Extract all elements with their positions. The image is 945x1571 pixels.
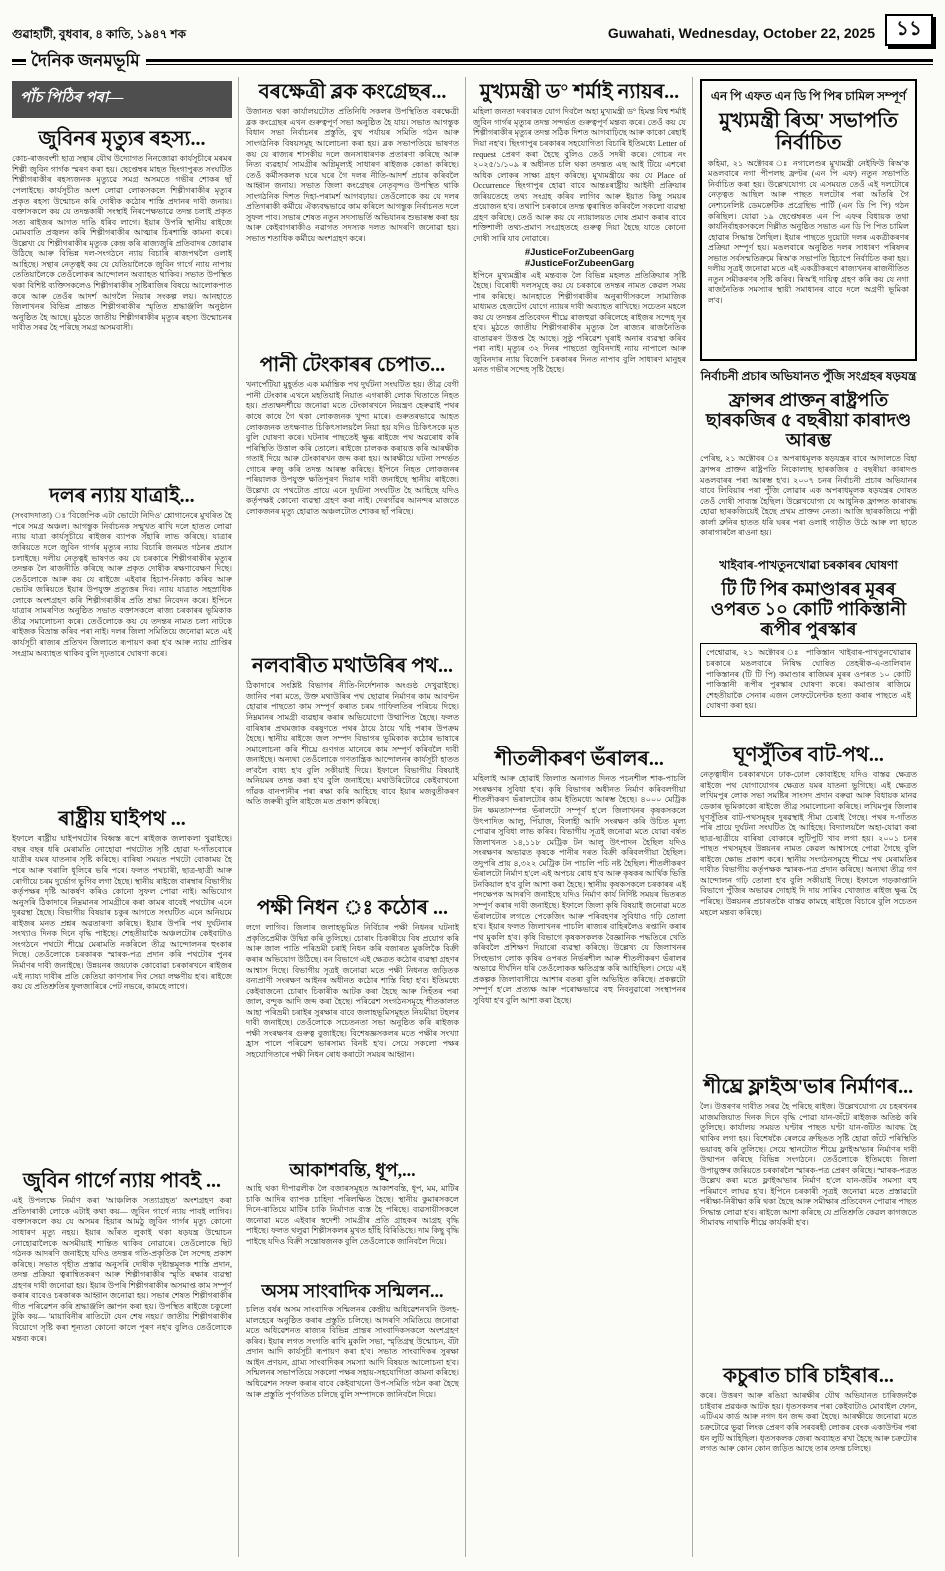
masthead-title: দৈনিক জনমভূমি	[31, 51, 140, 70]
article-party-nyay-yatra	[12, 483, 232, 801]
article-body: ঠিকাদাৰে সংশ্লিষ্ট বিভাগৰ নীতি-নিৰ্দেশনাক অংগুষ্ঠ দেখুৱাইছে। জানিব পৰা মতে, উক্ত মথাউৰিৰ পথ ছোৱাৰ নিৰ্মাণৰ কাম আবণ্টন হোৱাৰ পাছতো কাম সম্পূৰ্ণ কৰাত চৰম গাফিলতিৰ পৰিচয় দিছে। নিম্নমানৰ সামগ্ৰী ব্যৱহাৰ কৰাৰ অভিযোগো উত্থাপিত হৈছে। ফলত বাৰিষাৰ প্ৰথমজাক বৰষুণতে পথৰ ঠায়ে ঠায়ে খহি পৰাৰ উপক্ৰম হৈছে। স্থানীয় ৰাইজে জল সম্পদ বিভাগৰ ভূমিকাক কঠোৰ ভাষাৰে সমালোচনা কৰি শীঘ্ৰে গুণগত মানেৰে কাম সম্পূৰ্ণ কৰিবলৈ দাবী জনাইছে। অন্যথা তেওঁলোকে গণতান্ত্ৰিক আন্দোলনৰ কাৰ্যসূচী হাতত ল'বলৈ বাধ্য হ'ব বুলি সকীয়াই দিয়ে। ইফালে বিভাগীয় বিষয়াই অনিয়মৰ তদন্ত কৰা হ'ব বুলি জনাইছে। মথাউৰিটোৱে কেইবাখনো গাঁৱক বানপানীৰ পৰা ৰক্ষা কৰি আহিছে বাবে ইয়াৰ মজবুতীকৰণ অতি জৰুৰী বুলি ৰাইজে মত প্ৰকাশ কৰিছে।	[246, 681, 459, 807]
headline: পক্ষী নিধন ঃ কঠোৰ ...	[256, 897, 448, 919]
article-body: ইফালে ৰাষ্ট্ৰীয় ঘাইপথটোৰ বিধ্বস্ত ৰূপে ৰাইজক জলাকলা খুৱাইছে। বছৰ বছৰ ধৰি মেৰামতি নোহোৱা পথটোত সৃষ্টি হোৱা দ-গাঁতবোৰে যাত্ৰীৰ যমৰ যাতনাৰ সৃষ্টি কৰিছে। বাৰিষা সময়ত পথটো বোকাময় হৈ পৰে আৰু খৰালি ধূলিৰে ভৰি পৰে। ফলত পথচাৰী, ছাত্ৰ-ছাত্ৰী আৰু ৰোগীয়ে চৰম দুৰ্ভোগ ভুগিব লগা হৈছে। স্থানীয় ৰাইজে বাৰম্বাৰ বিভাগীয় কৰ্তৃপক্ষৰ দৃষ্টি আকৰ্ষণ কৰিও কোনো সুফল পোৱা নাই। অভিযোগ অনুসৰি ঠিকাদাৰে নিম্নমানৰ সামগ্ৰীৰে কৰা কামৰ বাবেই পথটোৰ এনে দুৰৱস্থা হৈছে। বিভাগীয় বিষয়াৰ চকুৰ আগতে সংঘটিত এনে অনিয়মে ৰাইজৰ মনত প্ৰশ্নৰ অৱতাৰণা কৰিছে। ইয়াৰ উপৰি পথ দুৰ্ঘটনাৰ সংখ্যাও দিনক দিনে বৃদ্ধি পাইছে। শেহতীয়াকৈ অঞ্চলটোৰ কেইবাটাও সংগঠনে পথটো শীঘ্ৰে মেৰামতি নকৰিলে তীব্ৰ আন্দোলনৰ হুংকাৰ দিছে। তেওঁলোকে চৰকাৰক স্মাৰক-পত্ৰ প্ৰদান কৰি পথটোৰ পুনৰ নিৰ্মাণৰ দাবী জনাইছে। উন্নয়নৰ জয়ঢাক কোবোৱা চৰকাৰখনে ৰাইজৰ এই ন্যায্য দাবীৰ প্ৰতি কেতিয়া কাণসাৰ দিব সেয়া লক্ষণীয় হ'ব। ৰাইজে কয় যে প্ৰতিশ্ৰুতিৰ ফুলজাৰিৰে পেট নভৰে, কামহে লাগে।	[12, 834, 232, 992]
headline: দলৰ ন্যায় যাত্ৰাই...	[49, 485, 195, 507]
article-body-continued: ইপিনে মুখ্যমন্ত্ৰীৰ এই মন্তব্যক লৈ বিভিন্ন মহলত প্ৰতিক্ৰিয়াৰ সৃষ্টি হৈছে। বিৰোধী দলসমূহে কয় যে চৰকাৰে তদন্তৰ নামত কেৱল সময় পাৰ কৰিছে। আনহাতে শিল্পীগৰাকীৰ অনুৰাগীসকলে সামাজিক মাধ্যমত হেজটেগ যোগে ন্যায়ৰ দাবী অব্যাহত ৰাখিছে। সচেতন মহলে কয় যে তদন্তৰ প্ৰতিবেদন শীঘ্ৰে ৰাজহুৱা কৰিলেহে ৰাইজৰ সন্দেহ দূৰ হ'ব। মুঠতে জাতীয় শিল্পীগৰাকীৰ মৃত্যুক লৈ ৰাজ্যৰ ৰাজনৈতিক বাতাৱৰণ উত্তপ্ত হৈ আছে। সুষ্ঠু পৰিৱেশ ঘূৰাই অনাৰ ব্যৱস্থা কৰিব পৰা নাই। মৃত্যুৰ ৩২ দিনৰ পাছতো জুবিনদাই ন্যায় নাপালে আৰু জুবিনদাৰ ন্যায় বিজেপি চৰকাৰৰ দিনত নাপাব বুলি সাধাৰণ মানুহৰ মনত গভীৰ সন্দেহ সৃষ্টি হৈছে।	[473, 270, 686, 375]
column-3	[465, 77, 692, 1557]
article-body: লৈ। উত্তৰণৰ দাবীত সৰৱ হৈ পৰিছে ৰাইজ। উল্লেখযোগ্য যে চহৰখনৰ মাজমজিয়াত দিনক দিনে বৃদ্ধি পোৱা যান-জঁটে ৰাইজক অতিষ্ঠ কৰি তুলিছে। কাৰ্যালয় সময়ত ঘণ্টাৰ পাছত ঘণ্টা যান-জঁটত আবদ্ধ হৈ থাকিব লগা হয়। বিশেষকৈ ৰেলৱে ক্ৰছিঙত সৃষ্টি হোৱা জঁটে পৰিস্থিতি ভয়াবহ কৰি তুলিছে। সেয়ে স্থানটোত শীঘ্ৰে ফ্লাইঅ'ভাৰ নিৰ্মাণৰ দাবী উত্থাপন কৰিছে বিভিন্ন সংগঠনে। তেওঁলোকে ইতিমধ্যে জিলা উপায়ুক্তৰ জৰিয়তে চৰকাৰলৈ স্মাৰক-পত্ৰ প্ৰেৰণ কৰিছে। স্মাৰক-পত্ৰত উল্লেখ কৰা মতে ফ্লাইঅ'ভাৰ নিৰ্মাণ হ'লে যান-জঁটৰ সমস্যা বহু পৰিমাণে লাঘৱ হ'ব। ইপিনে চৰকাৰী সূত্ৰই জনোৱা মতে প্ৰস্তাৱটো পৰীক্ষা-নিৰীক্ষা কৰি থকা হৈছে আৰু সমীক্ষাৰ প্ৰতিবেদন পোৱাৰ পাছত সিদ্ধান্ত লোৱা হ'ব। ৰাইজে আশা কৰিছে যে প্ৰতিশ্ৰুতি কেৱল কাগজতে সীমাবদ্ধ নাথাকি শীঘ্ৰে কাৰ্যকৰী হ'ব।	[700, 1102, 917, 1228]
kicker: এন পি এফত এন ডি পি পিৰ চামিল সম্পূৰ্ণ	[710, 89, 907, 103]
article-zubin-justice	[12, 1168, 232, 1490]
headline: আকাশবন্তি, ধূপ,...	[289, 1160, 416, 1180]
headline: ৰাষ্ট্ৰীয় ঘাইপথ ...	[58, 808, 186, 830]
headline: পানী টেংকাৰৰ চেপাত...	[259, 354, 446, 376]
article-nalbari-embankment	[246, 653, 459, 890]
column-1	[12, 77, 238, 1557]
page-header	[12, 8, 933, 48]
headline: শীতলীকৰণ ভঁৰালৰ...	[495, 748, 664, 770]
column-4	[692, 77, 923, 1557]
article-water-tanker	[246, 352, 459, 648]
article-body: নেতৃত্বাধীন চৰকাৰখনে ঢাক-ঢোল কোবাইছে যদিও বাস্তৱ ক্ষেত্ৰত ৰাইজে পথ যোগাযোগৰ ক্ষেত্ৰত যমৰ যাতনা ভুগিছে। এই ক্ষেত্ৰত লখিমপুৰ লোক সভা সমষ্টিৰ সাংসদ প্ৰদান বৰুৱা আৰু বিধায়ক মানৱ ডেকাৰ ভূমিকাকো ৰাইজে তীব্ৰ সমালোচনা কৰিছে। লখিমপুৰ জিলাৰ ঘূণসুঁতিৰ বাট-পথসমূহৰ দুৰৱস্থাই সীমা চেৰাই গৈছে। পথৰ দ-গাঁতত পৰি প্ৰায়ে দুৰ্ঘটনা সংঘটিত হৈ আহিছে। বিদ্যালয়লৈ অহা-যোৱা কৰা ছাত্ৰ-ছাত্ৰীয়ে বাৰিষা বোকাৰে লুটিপুটি খাব লগা হয়। ২০০১ চনৰ পাছত পথসমূহৰ উন্নয়নৰ নামত কেৱল আশ্বাসহে পোৱা গৈছে বুলি ৰাইজে ক্ষোভ প্ৰকাশ কৰে। স্থানীয় সংগঠনসমূহে শীঘ্ৰে পথ মেৰামতিৰ দাবীত বিভাগীয় কৰ্তৃপক্ষক স্মাৰক-পত্ৰ প্ৰদান কৰিছে। অন্যথা তীব্ৰ গণ আন্দোলন গঢ়ি তোলা হ'ব বুলি সকীয়াই দিছে। ইফালে গড়কাপ্তানি বিভাগে পুঁজিৰ অভাৱৰ দোহাই দি দায় সাৰিব খোজাত ৰাইজ ক্ষুব্ধ হৈ পৰিছে। উন্নয়নৰ প্ৰচাৰতকৈ বাস্তৱ কামহে ৰাইজে বিচাৰে বুলি সচেতন মহলে মন্তব্য কৰিছে।	[700, 770, 917, 917]
masthead-rule-right	[146, 59, 933, 65]
headline: মুখ্যমন্ত্ৰী ড° শৰ্মাই ন্যায়ৰ...	[479, 81, 680, 103]
article-body: কৰে। উত্তৰণ আৰু ৰঙিয়া আৰক্ষীৰ যৌথ অভিযানত চাৰিজনকৈ চাইবাৰ প্ৰৱঞ্চক আটক হয়। ধৃতসকলৰ পৰা কেইবাটাও মোবাইল ফোন, এটিএম কাৰ্ড আৰু নগদ ধন জব্দ কৰা হৈছে। আৰক্ষীয়ে জনোৱা মতে চক্ৰটোৱে ভুৱা লিংক প্ৰেৰণ কৰি সৰবৰহী লোকৰ বেংক একাউণ্টৰ পৰা ধন লুটি আহিছিল। ধৃতসকলক জেৰা অব্যাহত ৰখা হৈছে আৰু চক্ৰটোৰ লগত আৰু কোন কোন জড়িত আছে তাৰ তদন্ত চলিছে।	[700, 1391, 917, 1454]
headline: ঘূণসুঁতিৰ বাট-পথ...	[733, 744, 884, 766]
headline: কচুৰাত চাৰি চাইৰাৰ...	[723, 1365, 894, 1387]
kicker: খাইবাৰ-পাখতুনখোৱা চৰকাৰৰ ঘোষণা	[719, 558, 898, 572]
article-body: খনাৰ্পেটিয়া মুহূৰ্তত এক মৰ্মান্তিক পথ দুৰ্ঘটনা সংঘটিত হয়। তীব্ৰ বেগী পানী টেংকাৰ এখনে মহতিয়াই নিয়াত এগৰাকী লোক থিতাতে নিহত হয়। প্ৰত্যক্ষদৰ্শীয়ে জনোৱা মতে টেংকাৰখনে নিয়ন্ত্ৰণ হেৰুৱাই পথৰ কাষে কাষে গৈ থকা লোকজনক খুন্দা মাৰে। গুৰুতৰভাৱে আহত লোকজনক তৎক্ষণাত চিকিৎসালয়লৈ নিয়া হয় যদিও চিকিৎসকে মৃত বুলি ঘোষণা কৰে। ঘটনাৰ পাছতেই ক্ষুব্ধ ৰাইজে পথ অৱৰোধ কৰি পৰিস্থিতি উত্তাল কৰি তোলে। ৰাইজে চালকক কৰায়ত্ত কৰি আৰক্ষীক গতাই দিয়ে আৰু টেংকাৰখন জব্দ কৰা হয়। আৰক্ষীয়ে ঘটনা সন্দৰ্ভত গোচৰ ৰুজু কৰি তদন্ত আৰম্ভ কৰিছে। ইপিনে নিহত লোকজনৰ পৰিয়ালক উপযুক্ত ক্ষতিপূৰণ দিয়াৰ দাবী জনাইছে স্থানীয় ৰাইজে। উল্লেখ্য যে পথটোত প্ৰায়ে এনে দুৰ্ঘটনা সংঘটিত হৈ আহিছে যদিও কৰ্তৃপক্ষই কোনো ব্যৱস্থা গ্ৰহণ কৰা নাই। দেৰগাঁৱৰ আনন্দৰ মাজতে লোকজনৰ মৃত্যু হোৱাত অঞ্চলটোত শোকৰ ছাঁ পৰিছে।	[246, 380, 459, 516]
article-body: এই উপলক্ষে নিৰ্মাণ কৰা 'আঞ্চলিক সত্যাগ্ৰহত' অংশগ্ৰহণ কৰা প্ৰতিগৰাকী লোকে এটাই কথা কয়— জুবিন গাৰ্গে ন্যায় পাবই লাগিব। বক্তাসকলে কয় যে অসমৰ হিয়াৰ আমঠু জুবিন গাৰ্গৰ মৃত্যু কোনো সাধাৰণ মৃত্যু নহয়। ইয়াৰ আঁৰত লুকাই থকা ষড়যন্ত্ৰ উন্মোচন নোহোৱালৈকে অসমীয়াই শান্তিত থাকিব নোৱাৰে। তেওঁলোকে ছিট গঠনক আদৰণি জনাইছে যদিও তদন্তৰ গতি-প্ৰকৃতিক লৈ সন্দেহ প্ৰকাশ কৰিছে। সভাত গৃহীত প্ৰস্তাৱ অনুসৰি দোষীক দৃষ্টান্তমূলক শাস্তি প্ৰদান, তদন্ত প্ৰক্ৰিয়া ত্বৰান্বিতকৰণ আৰু শিল্পীগৰাকীৰ স্মৃতি ৰক্ষাৰ ব্যৱস্থা গ্ৰহণৰ দাবী জনোৱা হয়। ইয়াৰ উপৰি শিল্পীগৰাকীৰ অসমাপ্ত কাম সম্পূৰ্ণ কৰাৰ বাবেও চৰকাৰক আহ্বান জনোৱা হয়। সভাৰ শেষত শিল্পীগৰাকীৰ গীত পৰিৱেশন কৰি শ্ৰদ্ধাঞ্জলি জ্ঞাপন কৰা হয়। উপস্থিত ৰাইজে চকুলো টুকি কয়— 'মায়াবিনীৰ ৰাতিটো যেন শেষ নহয়।' জাতীয় শিল্পীগৰাকীৰ বিয়োগে সৃষ্টি কৰা শূন্যতা কোনো কালে পূৰণ নহ'ব বুলিও তেওঁলোকে মন্তব্য কৰে।	[12, 1196, 232, 1343]
article-body: (সংবাদদাতা) ঃ 'বিজেপিক এটা ভোটো নিদিও' শ্লোগানেৰে মুখৰিত হৈ পৰে সমগ্ৰ অঞ্চল। আগন্তুক নিৰ্বাচনক সন্মুখত ৰাখি দলে হাতত লোৱা ন্যায় যাত্ৰা কাৰ্যসূচীয়ে ৰাইজৰ ব্যাপক সঁহাৰি লাভ কৰিছে। যাত্ৰাৰ জৰিয়তে দলে জুবিন গাৰ্গৰ মৃত্যুৰ ন্যায় বিচাৰি জনমত গঠনৰ প্ৰয়াস চলাইছে। দলীয় নেতৃত্বই ভাষণত কয় যে চৰকাৰে শিল্পীগৰাকীৰ মৃত্যুৰ তদন্তক লৈ ৰাজনীতি কৰিছে আৰু প্ৰকৃত দোষীক ৰক্ষণাবেক্ষণ দিছে। তেওঁলোকে আৰু কয় যে ৰাইজে এইবাৰ হিচাপ-নিকাচ কৰিব আৰু ভোটৰ জৰিয়তে ইয়াৰ উপযুক্ত প্ৰত্যুত্তৰ দিব। ন্যায় যাত্ৰাত সহস্ৰাধিক লোকে অংশগ্ৰহণ কৰি শিল্পীগৰাকীৰ প্ৰতি শ্ৰদ্ধা নিবেদন কৰে। ইপিনে যাত্ৰাৰ সামৰণিত অনুষ্ঠিত সভাত বক্তাসকলে ৰাজ্য চৰকাৰৰ ভূমিকাক তীব্ৰ সমালোচনা কৰে। তেওঁলোকে কয় যে তদন্তৰ নামত চলা নাটকে ৰাইজক বিভ্ৰান্ত কৰিব পৰা নাই। দলৰ জিলা সমিতিয়ে জনোৱা মতে এই কাৰ্যসূচী ৰাজ্যৰ প্ৰতিখন জিলাতে ৰূপায়ণ কৰা হ'ব আৰু ন্যায় প্ৰাপ্তিৰ সংগ্ৰাম অব্যাহত থাকিব বুলি দৃঢ়তাৰে ঘোষণা কৰে।	[12, 511, 232, 658]
article-body: আহি থকা দীপাৱলীক লৈ বজাৰসমূহত আকাশবন্তি, ধূপ, মম, মাটিৰ চাকি আদিৰ ব্যাপক চাহিদা পৰিলক্ষিত হৈছে। স্থানীয় কুমাৰসকলে দিনে-ৰাতিয়ে মাটিৰ চাকি নিৰ্মাণত ব্যস্ত হৈ পৰিছে। ব্যৱসায়ীসকলে জনোৱা মতে এইবাৰ স্বদেশী সামগ্ৰীৰ প্ৰতি গ্ৰাহকৰ আগ্ৰহ বৃদ্ধি পাইছে। ফলত থলুৱা শিল্পীসকলৰ মুখত হাঁহি বিৰিঙিছে। দাম কিছু বৃদ্ধি পাইছে যদিও বিক্ৰী সন্তোষজনক বুলি তেওঁলোকে জানিবলৈ দিয়ে।	[246, 1184, 459, 1246]
headline: ফ্ৰান্সৰ প্ৰাক্তন ৰাষ্ট্ৰপতি ছাৰকজিৰ ৫ বছৰীয়া কাৰাদণ্ড আৰম্ভ	[705, 390, 912, 451]
article-ghunsuti-roads	[700, 742, 917, 1069]
article-body: পেশ্বোৱাৰ, ২১ অক্টোবৰ ঃ পাকিস্তান খাইবাৰ-পাখতুনখোৱাৰ চৰকাৰে মঙলবাৰে নিষিদ্ধ ঘোষিত তেহৰীক-এ-তালিবান পাকিস্তানৰ (টি টি পি) কমাণ্ডাৰ ৰাজিমৰ মূৰৰ ওপৰত ১০ কোটি পাকিস্তানী ৰূপীৰ পুৰস্কাৰ ঘোষণা কৰে। কমাণ্ডাৰ ৰাজিমে শেহতীয়াকৈ সেনাৰ এজন লেফটেনেণ্টক হত্যা কৰাৰ পাছতে এই ঘোষণা কৰা হয়।	[700, 643, 917, 716]
headline: শীঘ্ৰে ফ্লাইঅ'ভাৰ নিৰ্মাণৰ...	[703, 1076, 914, 1098]
article-flyover-demand	[700, 1074, 917, 1358]
article-body: চলিত বৰ্ষৰ অসম সাংবাদিক সন্মিলনৰ কেন্দ্ৰীয় অধিৱেশনখনি উলহ-মালহেৰে অনুষ্ঠিত কৰাৰ প্ৰস্তুতি চলিছে। আদৰণি সমিতিয়ে জনোৱা মতে অধিৱেশনত ৰাজ্যৰ বিভিন্ন প্ৰান্তৰ সাংবাদিকসকলে অংশগ্ৰহণ কৰিব। ইয়াৰ লগত সংগতি ৰাখি মুকলি সভা, স্মৃতিগ্ৰন্থ উন্মোচন, বঁটা প্ৰদান আদি কাৰ্যসূচী ৰূপায়ণ কৰা হ'ব। সভাত সাংবাদিকৰ সুৰক্ষা আইন প্ৰণয়ন, গ্ৰাম্য সাংবাদিকৰ সমস্যা আদি বিষয়ত আলোচনা হ'ব। সন্মিলনৰ সভাপতিয়ে সকলো পক্ষৰ সহায়-সহযোগিতা কামনা কৰিছে। অধিৱেশন সফল কৰাৰ বাবে কেইবাখনো উপ-সমিতি গঠন কৰা হৈছে আৰু প্ৰস্তুতি পূৰ্ণগতিত চলিছে বুলি সম্পাদকে জানিবলৈ দিয়ে।	[246, 1305, 459, 1399]
section-banner: পাঁচ পিঠিৰ পৰা—	[12, 81, 232, 118]
headline: অসম সাংবাদিক সন্মিলন...	[261, 1281, 444, 1301]
article-barkhetri-congress	[246, 79, 459, 347]
article-bird-killing	[246, 895, 459, 1153]
headline: নলবাৰীত মথাউৰিৰ পথ...	[252, 655, 453, 677]
kicker: নিৰ্বাচনী প্ৰচাৰ অভিযানত পুঁজি সংগ্ৰহৰ ষড়যন্ত্ৰ	[700, 369, 917, 383]
article-cyber-arrests	[700, 1363, 917, 1511]
article-body: মহিলাই আৰু হোৱাই জিলাত অনাগত দিনত পচনশীল শাক-পাচলি সংৰক্ষণৰ সুবিধা হ'ব। কৃষি বিভাগৰ অধীনত নিৰ্মাণ কৰিবলগীয়া শীতলীকৰণ ভঁৰালটোৰ কাম ইতিমধ্যে আৰম্ভ হৈছে। ৪০০০ মেট্ৰিক টন ক্ষমতাসম্পন্ন ভঁৰালটো সম্পূৰ্ণ হ'লে জিলাখনৰ কৃষকসকলে উৎপাদিত আলু, পিঁয়াজ, বিলাহী আদি সংৰক্ষণ কৰি উচিত মূল্য পোৱাৰ সুবিধা লাভ কৰিব। বিভাগীয় সূত্ৰই জনোৱা মতে যোৱা বৰ্ষত জিলাখনত ১৪,১১৮ মেট্ৰিক টন আলু উৎপাদন হৈছিল যদিও সংৰক্ষণৰ অভাৱত কৃষকে পানীৰ দৰত বিক্ৰী কৰিবলগীয়া হৈছিল। তদুপৰি প্ৰায় ৪,৩২২ মেট্ৰিক টন পাচলি পচি নষ্ট হৈছিল। শীতলীকৰণ ভঁৰালটো নিৰ্মাণ হ'লে এই অপচয় ৰোধ হ'ব আৰু কৃষকৰ আৰ্থিক ভিত্তি টনকিয়াল হ'ব বুলি আশা কৰা হৈছে। স্থানীয় কৃষকসকলে চৰকাৰৰ এই পদক্ষেপক আদৰণি জনাইছে যদিও নিৰ্মাণ কাৰ্য নিৰ্দিষ্ট সময়ৰ ভিতৰত সম্পূৰ্ণ কৰাৰ দাবী জনাইছে। ইফালে জিলা কৃষি বিষয়াই জনোৱা মতে ভঁৰালটোৰ লগতে পেকেজিং আৰু পৰিবহণৰ সুবিধাও গঢ়ি তোলা হ'ব। ইয়াৰ ফলত জিলাখনৰ পাচলি ৰাজ্যৰ বাহিৰলৈও ৰপ্তানি কৰাৰ পথ মুকলি হ'ব। কৃষি বিভাগে কৃষকসকলক বৈজ্ঞানিক পদ্ধতিৰে খেতি কৰিবলৈ প্ৰশিক্ষণ দিয়াৰো ব্যৱস্থা কৰিছে। উল্লেখ্য যে জিলাখনৰ সিংহভাগ লোক কৃষিৰ ওপৰত নিৰ্ভৰশীল আৰু শীতলীকৰণ ভঁৰালৰ অভাৱে দীৰ্ঘদিন ধৰি তেওঁলোকক ক্ষতিগ্ৰস্ত কৰি আহিছিল। সেয়ে এই প্ৰকল্পক জিলাবাসীয়ে আশাৰ বতৰা বুলি অভিহিত কৰিছে। প্ৰকল্পটো সম্পূৰ্ণ হ'লে প্ৰত্যক্ষ আৰু পৰোক্ষভাৱে বহু নিবনুৱাৰো সংস্থাপনৰ সুবিধা হ'ব বুলি আশা কৰা হৈছে।	[473, 774, 686, 1005]
dateline-assamese: গুৱাহাটী, বুধবাৰ, ৪ কাতি, ১৯৪৭ শক	[12, 27, 186, 41]
headline: মুখ্যমন্ত্ৰী ৰিঅ' সভাপতি নিৰ্বাচিত	[719, 110, 898, 155]
article-diwali-items	[246, 1158, 459, 1274]
dateline-english: Guwahati, Wednesday, October 22, 2025	[607, 25, 876, 41]
article-body: মহিলা জনতা দৰবাৰত যোগ দিবলৈ অহা মুখ্যমন্ত্ৰী ড° হিমন্ত বিশ্ব শৰ্মাই জুবিন গাৰ্গৰ মৃত্যুৰ তদন্ত সন্দৰ্ভত গুৰুত্বপূৰ্ণ মন্তব্য কৰে। তেওঁ কয় যে শিল্পীগৰাকীৰ মৃত্যুৰ তদন্ত সঠিক দিশত আগবাঢ়িছে আৰু কাকো ৰেহাই দিয়া নহ'ব। ছিংগাপুৰ চৰকাৰৰ সহযোগিতা বিচাৰি ইতিমধ্যে Letter of request প্ৰেৰণ কৰা হৈছে বুলিও তেওঁ সদৰী কৰে। গোচৰ নং ২০২৫/১/১০৯ ৰ অধীনত চলি থকা তদন্তত এছ আই টিয়ে এশৰো অধিক লোকৰ সাক্ষ্য গ্ৰহণ কৰিছে। মুখ্যমন্ত্ৰীয়ে কয় যে Place of Occurrence ছিংগাপুৰ হোৱা বাবে আন্তঃৰাষ্ট্ৰীয় আইনী প্ৰক্ৰিয়াৰ জৰিয়তেহে তথ্য সংগ্ৰহ কৰিব লাগিব আৰু ইয়াত কিছু সময়ৰ প্ৰয়োজন হ'ব। তথাপি চৰকাৰে তদন্ত ত্বৰান্বিত কৰিবলৈ সকলো ব্যৱস্থা গ্ৰহণ কৰিছে। তেওঁ আৰু কয় যে ন্যায়ালয়ত দোষ প্ৰমাণ কৰাৰ বাবে শক্তিশালী তথ্য-প্ৰমাণ সংগ্ৰহতহে গুৰুত্ব দিয়া হৈছে যাতে কোনো দোষী সাৰি যাব নোৱাৰে।	[473, 107, 686, 243]
article-body: কোচ-ৰাজবংশী ছাত্ৰ সন্থাৰ যৌথ উদ্যোগত নিনজোৱা কাৰ্যসূচীৰে মৰমৰ শিল্পী জুবিন গাৰ্গক স্মৰণ কৰা হয়। ছেপ্তেম্বৰ মাহত ছিংগাপুৰত সংঘটিত শিল্পীগৰাকীৰ ৰহস্যজনক মৃত্যুৱে সমগ্ৰ অসমতে গভীৰ শোকৰ ছাঁ পেলাইছে। কাৰ্যসূচীত অংশ লোৱা লোকসকলে শিল্পীগৰাকীৰ মৃত্যুৰ প্ৰকৃত ৰহস্য উন্মোচন কৰি দোষীক কঠোৰ শাস্তি প্ৰদানৰ দাবী জনায়। বক্তাসকলে কয় যে তদন্তকাৰী সংস্থাই নিৰপেক্ষভাৱে তদন্ত চলাই প্ৰকৃত সত্য ৰাইজৰ আগত দাঙি ধৰিব লাগে। ইয়াৰ উপৰি স্থানীয় ৰাইজে মোমবাতি প্ৰজ্বলন কৰি শিল্পীগৰাকীৰ আত্মাৰ চিৰশান্তি কামনা কৰে। উল্লেখ্য যে শিল্পীগৰাকীৰ মৃত্যুক কেন্দ্ৰ কৰি ৰাজ্যজুৰি প্ৰতিবাদৰ জোৱাৰ উঠিছে আৰু বিভিন্ন দল-সংগঠনে ন্যায় বিচাৰি ৰাজপথলৈ ওলাই আহিছে। সন্থাৰ নেতৃত্বই কয় যে যেতিয়ালৈকে জুবিন গাৰ্গে ন্যায় নাপায় তেতিয়ালৈকে তেওঁলোকৰ আন্দোলন অব্যাহত থাকিব। সভাত উপস্থিত থকা বিশিষ্ট ব্যক্তিসকলেও শিল্পীগৰাকীৰ সৃষ্টিৰাজিৰ বিষয়ে আলোকপাত কৰে আৰু তেওঁৰ আদৰ্শ আগলৈ নিয়াৰ সংকল্প লয়। আনহাতে জিলাখনৰ বিভিন্ন প্ৰান্তত শিল্পীগৰাকীৰ স্মৃতিত শ্ৰদ্ধাঞ্জলি অনুষ্ঠান অনুষ্ঠিত হৈ আছে। মুঠতে জাতীয় শিল্পীগৰাকীৰ মৃত্যুৰ ৰহস্য উন্মোচনৰ দাবীত সৰৱ হৈ পৰিছে সমগ্ৰ অসমবাসী।	[12, 154, 232, 333]
article-body: কহিমা, ২১ অক্টোবৰ ঃ নগালেণ্ডৰ মুখ্যমন্ত্ৰী নেইফিউ ৰিঅ'ক মঙলবাৰে নগা পীপলছ ফ্ৰণ্টৰ (এন পি এফ) নতুন সভাপতি নিৰ্বাচিত কৰা হয়। উল্লেখযোগ্য যে এসময়ত তেওঁ এই দলটোৰে নেতৃত্বত আছিল আৰু পাছত দলটোৰ পৰা আঁতৰি গৈ নেশ্যনেলিষ্ট ডেমক্ৰেটিক প্ৰগ্ৰেছিভ পাৰ্টি (এন ডি পি পি) গঠন কৰিছিল। যোৱা ১৯ ছেপ্তেম্বৰত এন পি এফৰ বিধায়ক তথা কাৰ্যনিৰ্বাহকসকলে দিল্লীত অনুষ্ঠিত সভাত এন ডি পি পিত চামিল হোৱাৰ সিদ্ধান্ত লৈছিল। ইয়াৰ পাছতে দুয়োটা দলৰ একত্ৰীকৰণৰ প্ৰক্ৰিয়া সম্পূৰ্ণ হয়। মঙলবাৰে অনুষ্ঠিত দলৰ সাধাৰণ পৰিষদৰ সভাত সৰ্বসন্মতিক্ৰমে ৰিঅ'ক সভাপতি হিচাপে নিৰ্বাচিত কৰা হয়। দলীয় সূত্ৰই জনোৱা মতে এই একত্ৰীকৰণে ৰাজ্যখনৰ ৰাজনীতিত নতুন সমীকৰণৰ সৃষ্টি কৰিব। ৰিঅ'ই দায়িত্ব গ্ৰহণ কৰি কয় যে নগা ৰাজনৈতিক সমস্যাৰ স্থায়ী সমাধানৰ বাবে দলে অগ্ৰণী ভূমিকা ল'ব।	[708, 158, 909, 305]
masthead-row	[12, 50, 933, 74]
article-body: পেৰিছ, ২১ অক্টোবৰ ঃ অপৰাধমূলক ষড়যন্ত্ৰৰ বাবে আদালতে বিহা ফ্ৰান্সৰ প্ৰাক্তন ৰাষ্ট্ৰপতি নিকোলাছ ছাৰকজিৰ ৫ বছৰীয়া কাৰাদণ্ড মঙলবাৰৰ পৰা আৰম্ভ হ'ব। ২০০৭ চনৰ নিৰ্বাচনী প্ৰচাৰ অভিযানৰ বাবে লিবিয়াৰ পৰা পুঁজি লোৱাৰ এক অপৰাধমূলক ষড়যন্ত্ৰৰ দোষত তেওঁ দোষী সাব্যস্ত হৈছিল। উল্লেখযোগ্য যে আধুনিক ফ্ৰান্সত কাৰাবদ্ধ হোৱা ছাৰকজিয়েই হৈছে প্ৰথম প্ৰাক্তন নেতা। আজি ছাৰকজিয়ে পত্নী কাৰ্লা ব্ৰুনিৰ হাতত ধৰি ঘৰৰ পৰা ওলাই গাড়ীত উঠে আৰু লা ছাতে কাৰাগাৰলৈ ৰাওনা হয়।	[700, 454, 917, 538]
article-cold-storage	[473, 746, 686, 1491]
hashtag-line: #JusticeForZubeenGarg #JusticeForZubeenGarg	[524, 246, 635, 269]
article-cm-sarma-justice	[473, 79, 686, 741]
article-sarkozy-prison	[700, 366, 917, 550]
article-ttp-bounty	[700, 555, 917, 737]
headline: জুবিনৰ মৃত্যুৰ ৰহস্য...	[38, 128, 206, 150]
masthead-rule-left	[12, 59, 26, 65]
headline: জুবিন গাৰ্গে ন্যায় পাবই ...	[23, 1170, 221, 1192]
page-number: ১১	[885, 14, 933, 46]
article-zubin-mystery	[12, 126, 232, 478]
headline: টি টি পিৰ কমাণ্ডাৰৰ মূৰৰ ওপৰত ১০ কোটি পাকিস্তানী ৰূপীৰ পুৰস্কাৰ	[710, 579, 907, 640]
article-body: উজানত থকা কাৰ্যালয়টোত প্ৰতিনিধি সকলৰ উপস্থিতিত বৰক্ষেত্ৰী ব্লক কংগ্ৰেছৰ এখন গুৰুত্বপূৰ্ণ সভা অনুষ্ঠিত হৈ যায়। সভাত আগন্তুক বিধান সভা নিৰ্বাচনৰ প্ৰস্তুতি, বুথ পৰ্যায়ৰ সমিতি গঠন আৰু সাংগঠনিক বিষয়সমূহ আলোচনা কৰা হয়। ব্লক সভাপতিয়ে ভাষণত কয় যে ৰাজ্যৰ শাসকীয় দলে জনসাধাৰণক প্ৰতাৰণা কৰিছে আৰু নিত্য ব্যৱহাৰ্য সামগ্ৰীৰ অগ্নিমূল্যই সাধাৰণ ৰাইজক কোঙা কৰিছে। তেওঁ কৰ্মীসকলক ঘৰে ঘৰে গৈ দলৰ নীতি-আদৰ্শ প্ৰচাৰ কৰিবলৈ আহ্বান জনায়। সভাত জিলা কংগ্ৰেছৰ নেতৃবৃন্দও উপস্থিত থাকি সাংগঠনিক দিশত দিহা-পৰামৰ্শ আগবঢ়ায়। তেওঁলোকে কয় যে দলৰ প্ৰতিগৰাকী কৰ্মীয়ে ঐক্যবদ্ধভাৱে কাম কৰিলে আগন্তুক নিৰ্বাচনত দলে সুফল পাব। সভাৰ শেষত নতুন সদস্যভৰ্তি অভিযানৰ শুভাৰম্ভ কৰা হয় আৰু কেইবাগৰাকীও নৱাগত সদস্যক দলত আদৰণি জনোৱা হয়। সভাত শতাধিক কৰ্মীয়ে অংশগ্ৰহণ কৰে।	[246, 107, 459, 243]
article-journalist-conference	[246, 1279, 459, 1504]
headline: বৰক্ষেত্ৰী ব্লক কংগ্ৰেছৰ...	[258, 81, 447, 103]
article-body: লগে লাগিব। জিলাৰ জলাহভূমিত নিৰ্বিচাৰ পক্ষী নিধনৰ ঘটনাই প্ৰকৃতিপ্ৰেমীক উদ্বিগ্ন কৰি তুলিছে। চোৰাং চিকাৰীয়ে বিষ প্ৰয়োগ কৰি আৰু জাল পাতি পৰিভ্ৰমী চৰাই নিধন কৰি বজাৰত মুকলিকৈ বিক্ৰী কৰাৰ অভিযোগ উঠিছে। বন বিভাগে এই ক্ষেত্ৰত কঠোৰ ব্যৱস্থা গ্ৰহণৰ আশ্বাস দিছে। বিভাগীয় সূত্ৰই জনোৱা মতে পক্ষী নিধনত জড়িতক বন্যপ্ৰাণী সংৰক্ষণ আইনৰ অধীনত কঠোৰ শাস্তি বিহা হ'ব। ইতিমধ্যে কেইবাজনো চোৰাং চিকাৰীক আটক কৰা হৈছে আৰু সিহঁতৰ পৰা জাল, বন্দুক আদি জব্দ কৰা হৈছে। পৰিৱেশ সংগঠনসমূহে শীতকালত আহা পৰিভ্ৰমী চৰাইৰ সুৰক্ষাৰ বাবে জলাহভূমিসমূহত নিয়মীয়া টহলৰ দাবী জনাইছে। তেওঁলোকে সচেতনতা সভা অনুষ্ঠিত কৰি ৰাইজক পক্ষী সংৰক্ষণৰ গুৰুত্ব বুজাইছে। বিশেষজ্ঞসকলৰ মতে পক্ষীৰ সংখ্যা হ্ৰাস পালে পৰিৱেশ ভাৰসাম্য বিনষ্ট হ'ব। সেয়ে সকলো পক্ষৰ সহযোগিতাৰে পক্ষী নিধন ৰোধ কৰাটো সময়ৰ আহ্বান।	[246, 923, 459, 1059]
article-national-highway	[12, 806, 232, 1163]
column-2	[238, 77, 465, 1557]
columns	[12, 77, 933, 1557]
article-npf-rio-president	[700, 79, 917, 361]
